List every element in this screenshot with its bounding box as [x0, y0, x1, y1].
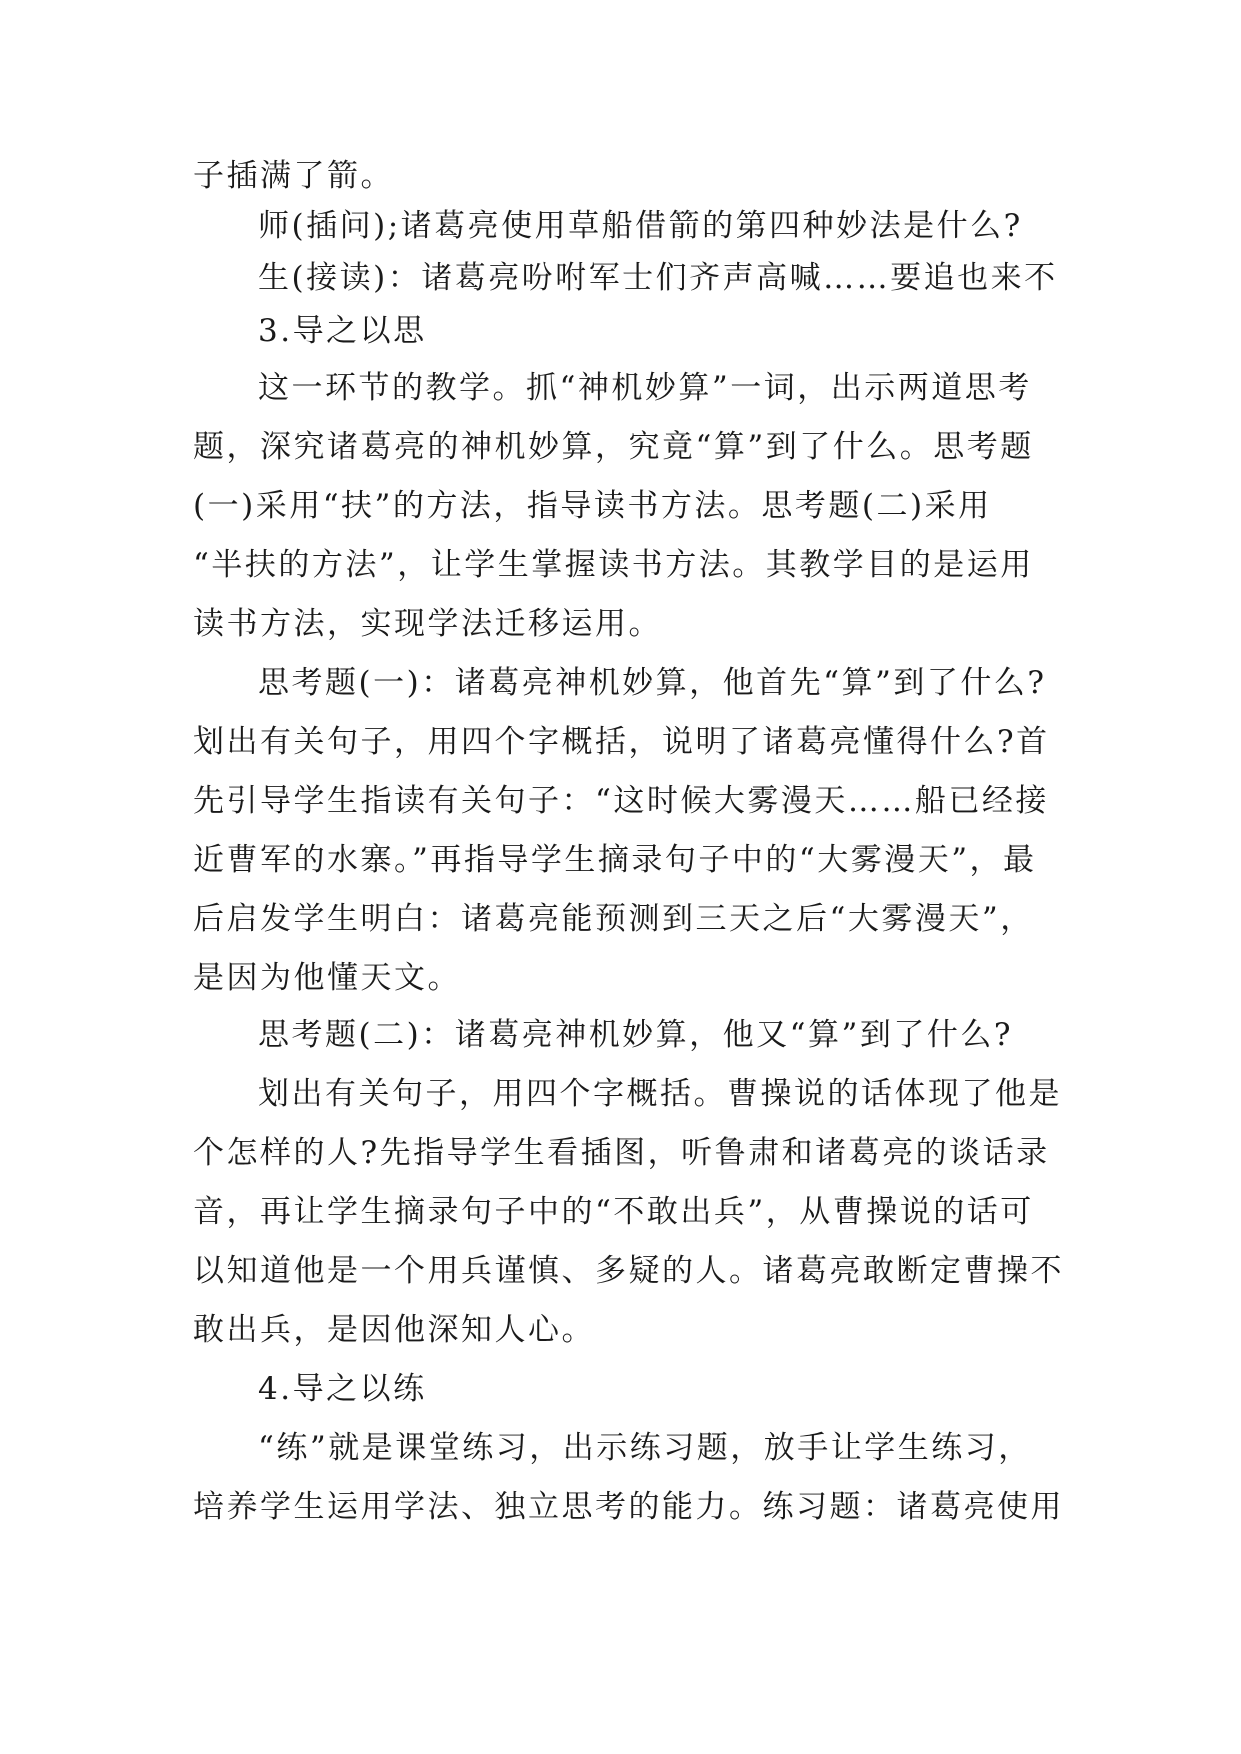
text-line: 后启发学生明白：诸葛亮能预测到三天之后“大雾漫天”， — [193, 901, 1034, 937]
text-line: “练”就是课堂练习，出示练习题，放手让学生练习， — [258, 1430, 1032, 1466]
text-line: 师(插问);诸葛亮使用草船借箭的第四种妙法是什么? — [258, 208, 1023, 244]
text-line: 个怎样的人?先指导学生看插图，听鲁肃和诸葛亮的谈话录 — [193, 1135, 1050, 1171]
section-heading: 4.导之以练 — [258, 1371, 427, 1407]
text-line: “半扶的方法”，让学生掌握读书方法。其教学目的是运用 — [193, 547, 1034, 583]
text-line: 划出有关句子，用四个字概括。曹操说的话体现了他是 — [258, 1076, 1062, 1112]
text-line: 培养学生运用学法、独立思考的能力。练习题：诸葛亮使用 — [193, 1489, 1064, 1525]
text-line: 以知道他是一个用兵谨慎、多疑的人。诸葛亮敢断定曹操不 — [193, 1253, 1064, 1289]
text-line: 读书方法，实现学法迁移运用。 — [193, 606, 662, 642]
text-line: 先引导学生指读有关句子：“这时候大雾漫天……船已经接 — [193, 783, 1049, 819]
text-line: 思考题(二)：诸葛亮神机妙算，他又“算”到了什么? — [258, 1017, 1014, 1053]
text-line: 生(接读)：诸葛亮吩咐军士们齐声高喊……要追也来不 — [258, 260, 1058, 296]
text-line: 是因为他懂天文。 — [193, 960, 461, 996]
text-line: 近曹军的水寨。”再指导学生摘录句子中的“大雾漫天”，最 — [193, 842, 1037, 878]
text-line: 这一环节的教学。抓“神机妙算”一词，出示两道思考 — [258, 370, 1032, 406]
text-line: 子插满了箭。 — [193, 158, 394, 194]
text-line: (一)采用“扶”的方法，指导读书方法。思考题(二)采用 — [193, 488, 992, 524]
text-line: 划出有关句子，用四个字概括，说明了诸葛亮懂得什么?首 — [193, 724, 1050, 760]
text-line: 音，再让学生摘录句子中的“不敢出兵”，从曹操说的话可 — [193, 1194, 1034, 1230]
section-heading: 3.导之以思 — [258, 313, 427, 349]
text-line: 题，深究诸葛亮的神机妙算，究竟“算”到了什么。思考题 — [193, 429, 1034, 465]
text-line: 思考题(一)：诸葛亮神机妙算，他首先“算”到了什么? — [258, 665, 1047, 701]
text-line: 敢出兵，是因他深知人心。 — [193, 1312, 595, 1348]
